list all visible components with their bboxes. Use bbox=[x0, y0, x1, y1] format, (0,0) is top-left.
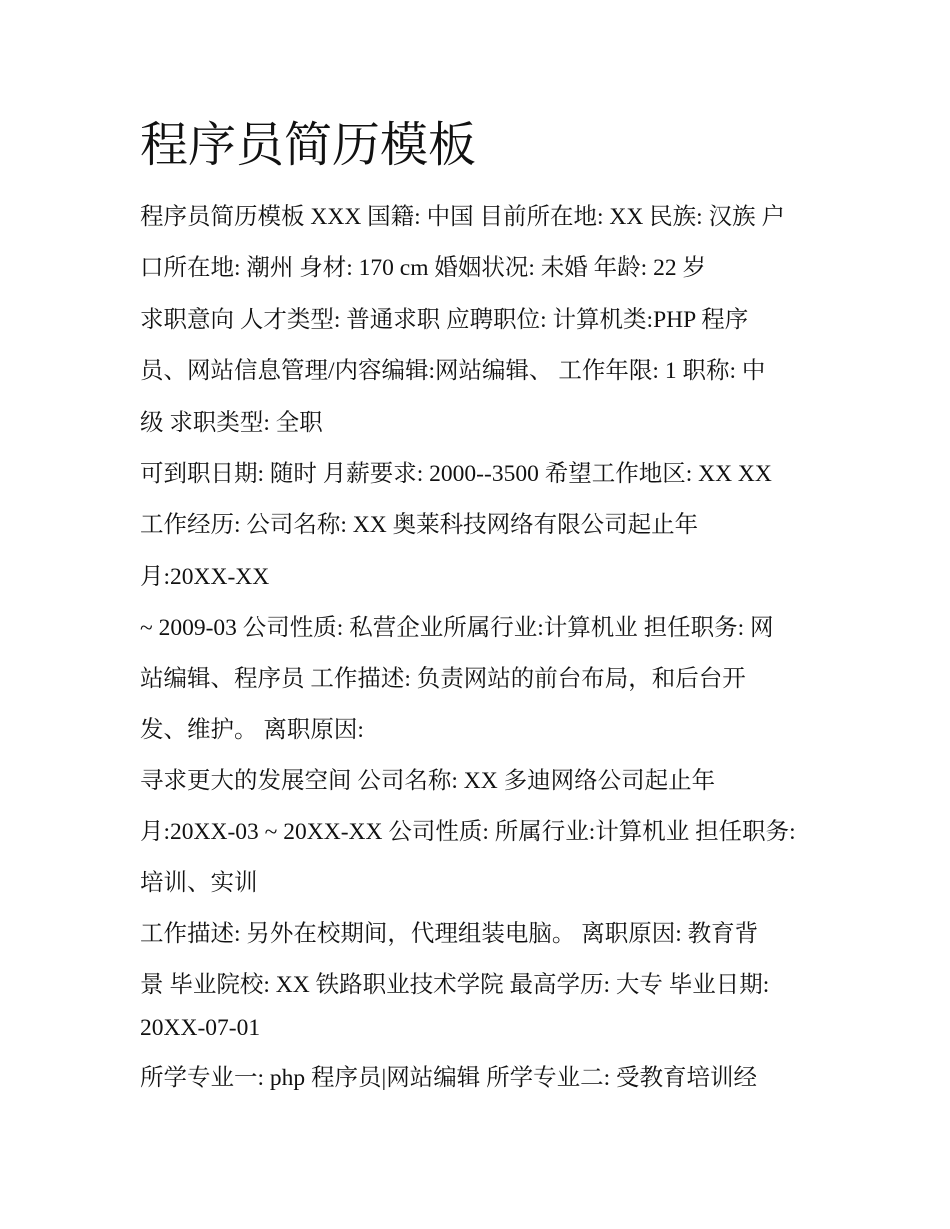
text-line: 月:20XX-XX bbox=[140, 564, 270, 590]
text-line: ~ 2009-03 公司性质: 私营企业所属行业:计算机业 担任职务: 网 bbox=[140, 615, 774, 641]
text-line: 程序员简历模板 XXX 国籍: 中国 目前所在地: XX 民族: 汉族 户 bbox=[140, 204, 785, 230]
text-line: 员、网站信息管理/内容编辑:网站编辑、 工作年限: 1 职称: 中 bbox=[140, 358, 766, 384]
text-line: 发、维护。 离职原因: bbox=[140, 717, 364, 743]
text-line: 可到职日期: 随时 月薪要求: 2000--3500 希望工作地区: XX XX bbox=[140, 461, 772, 487]
text-line: 站编辑、程序员 工作描述: 负责网站的前台布局，和后台开 bbox=[140, 666, 746, 692]
text-line: 景 毕业院校: XX 铁路职业技术学院 最高学历: 大专 毕业日期: bbox=[140, 972, 770, 998]
text-line: 级 求职类型: 全职 bbox=[140, 410, 323, 436]
text-line: 求职意向 人才类型: 普通求职 应聘职位: 计算机类:PHP 程序 bbox=[140, 307, 749, 333]
text-line: 口所在地: 潮州 身材: 170 cm 婚姻状况: 未婚 年龄: 22 岁 bbox=[140, 255, 706, 281]
text-line: 工作经历: 公司名称: XX 奥莱科技网络有限公司起止年 bbox=[140, 512, 699, 538]
document-title: 程序员简历模板 bbox=[140, 117, 477, 173]
text-line: 工作描述: 另外在校期间，代理组装电脑。 离职原因: 教育背 bbox=[140, 921, 759, 947]
text-line: 寻求更大的发展空间 公司名称: XX 多迪网络公司起止年 bbox=[140, 768, 716, 794]
text-line: 培训、实训 bbox=[140, 870, 258, 896]
text-line: 所学专业一: php 程序员|网站编辑 所学专业二: 受教育培训经 bbox=[140, 1065, 758, 1091]
text-line: 20XX-07-01 bbox=[140, 1015, 261, 1041]
text-line: 月:20XX-03 ~ 20XX-XX 公司性质: 所属行业:计算机业 担任职务: bbox=[140, 819, 796, 845]
